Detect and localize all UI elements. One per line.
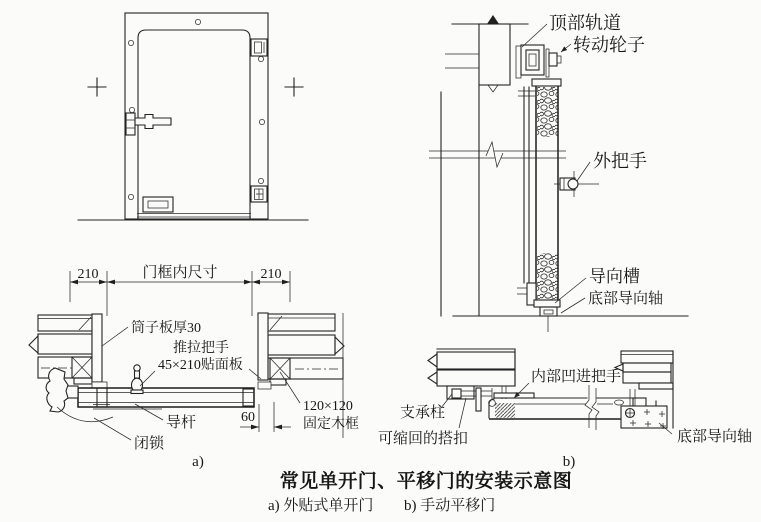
- insulation-fill-bottom: [537, 253, 558, 301]
- panel-top-cap: [532, 79, 561, 86]
- label-a: a): [192, 454, 204, 470]
- label-liner-board: 筒子板厚30: [131, 321, 201, 336]
- subcaption-a: a) 外贴式单开门: [268, 498, 374, 514]
- section-b-vertical: [429, 13, 688, 332]
- label-support-post: 支承柱: [400, 405, 446, 421]
- door-elevation-view: [78, 13, 308, 220]
- top-track: [516, 45, 544, 78]
- label-recessed-handle: 内部凹进把手: [531, 369, 622, 385]
- sliding-panel: [517, 79, 561, 316]
- dim-210-left: 210: [77, 267, 99, 282]
- subcaption-b: b) 手动平移门: [404, 498, 496, 514]
- figure-title: 常见单开门、平移门的安装示意图: [279, 471, 573, 492]
- latch-pin: [476, 388, 481, 411]
- break-zigzag-1: [585, 385, 592, 428]
- reference-cross-left: [88, 78, 106, 96]
- label-guide-groove: 导向槽: [589, 267, 640, 286]
- label-guide-rod: 导杆: [166, 415, 197, 431]
- insulation-fill-top: [537, 87, 558, 137]
- push-pull-handle: [131, 365, 143, 394]
- label-handle-1: 推拉把手: [173, 341, 229, 356]
- dim-210-right: 210: [260, 267, 282, 282]
- label-bottom-guide-shaft: 底部导向轴: [588, 291, 664, 307]
- label-roller: 转动轮子: [573, 35, 645, 55]
- wall-left: [29, 314, 107, 389]
- label-b: b): [562, 454, 576, 470]
- label-wood-frame-1: 120×120: [303, 399, 353, 414]
- lintel-block: [445, 15, 528, 92]
- roller-assembly: [546, 49, 561, 77]
- dimension-chain: [70, 263, 290, 316]
- label-lock: 闭锁: [134, 436, 165, 452]
- label-bottom-guide-shaft-plan: 底部导向轴: [677, 429, 753, 445]
- label-handle-2: 45×210贴面板: [158, 358, 243, 373]
- panel-bottom-cap: [534, 300, 560, 307]
- label-top-track: 顶部轨道: [549, 13, 621, 33]
- hatch-scribble: [495, 403, 515, 418]
- dim-frame-inner: 门框内尺寸: [142, 265, 218, 281]
- label-wood-frame-2: 固定木框: [303, 417, 359, 432]
- bottom-guide: [540, 307, 557, 316]
- wall-left-b: [428, 349, 515, 386]
- dim-60: 60: [241, 410, 255, 425]
- break-lines: [429, 142, 566, 167]
- door-leaf-plan: [78, 388, 254, 409]
- section-b-plan: [378, 349, 752, 470]
- reference-cross-right: [285, 78, 303, 96]
- recessed-handle-plate: [494, 393, 534, 398]
- outer-handle: [554, 171, 599, 197]
- break-zigzag-2: [592, 388, 599, 430]
- label-outer-handle: 外把手: [593, 151, 647, 171]
- captions: [268, 469, 572, 514]
- jamb-liner-board-right: [258, 313, 268, 380]
- bottom-guide-box: [621, 406, 667, 429]
- jamb-liner-board-left: [92, 314, 102, 382]
- label-retractable-latch: 可缩回的搭扣: [378, 431, 469, 447]
- section-a-plan: [29, 263, 359, 470]
